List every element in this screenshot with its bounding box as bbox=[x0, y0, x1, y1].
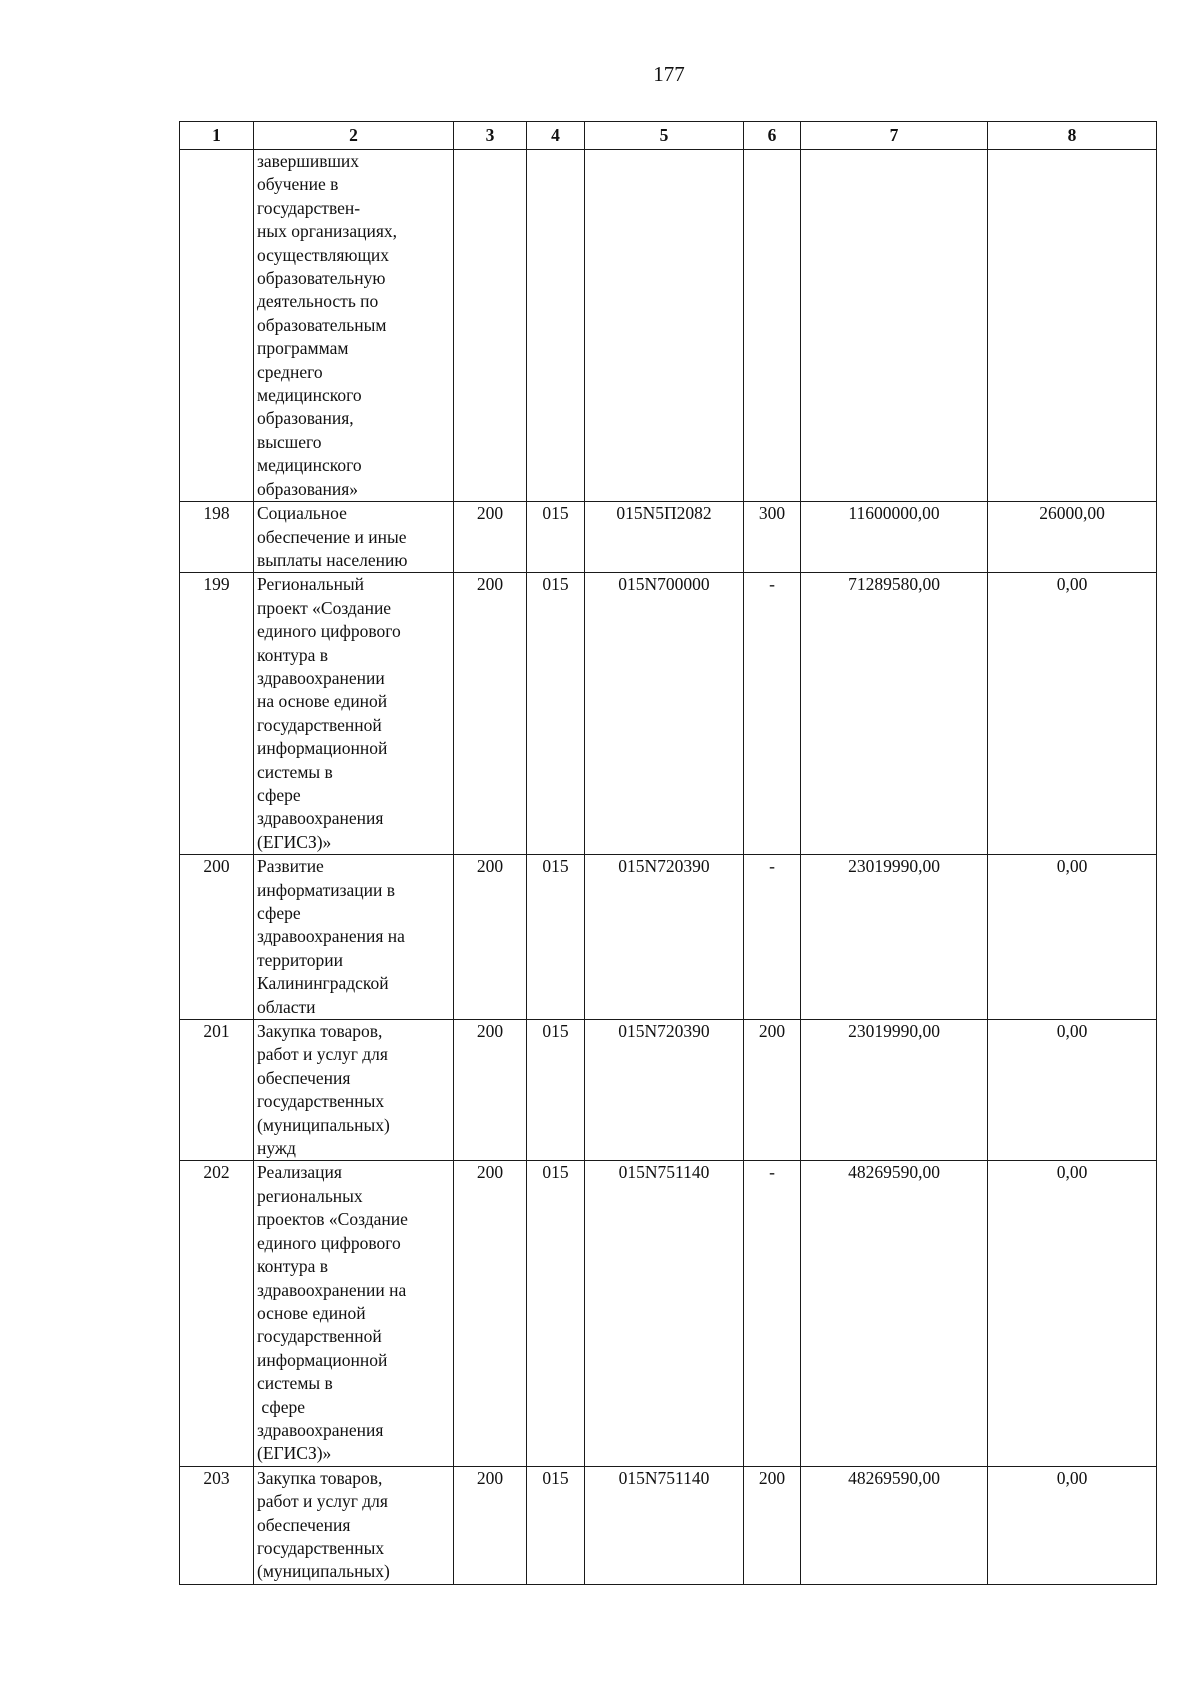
target-code-cell: 015N751140 bbox=[585, 1466, 744, 1584]
row-name-line: контура в bbox=[257, 644, 329, 665]
amount-cell bbox=[801, 150, 988, 502]
column-header: 4 bbox=[527, 122, 585, 150]
row-name-line: территории bbox=[257, 949, 343, 970]
row-name-line: системы в bbox=[257, 1373, 333, 1394]
row-number-cell: 203 bbox=[180, 1466, 254, 1584]
expense-type-cell: 200 bbox=[744, 1020, 801, 1161]
amount-secondary-cell: 0,00 bbox=[988, 855, 1157, 1020]
subsection-code-cell: 015 bbox=[527, 502, 585, 573]
row-name-line: здравоохранении на bbox=[257, 1279, 407, 1300]
row-number-cell: 200 bbox=[180, 855, 254, 1020]
row-name-line: сфере bbox=[257, 784, 301, 805]
amount-cell: 23019990,00 bbox=[801, 1020, 988, 1161]
section-code-cell bbox=[454, 150, 527, 502]
target-code-cell: 015N700000 bbox=[585, 573, 744, 855]
row-name-line: Региональный bbox=[257, 574, 365, 595]
row-number-cell: 199 bbox=[180, 573, 254, 855]
row-number-cell bbox=[180, 150, 254, 502]
row-name-line: работ и услуг для bbox=[257, 1044, 388, 1065]
row-name-line: государственной bbox=[257, 714, 382, 735]
row-name-line: здравоохранения bbox=[257, 808, 384, 829]
row-name-line: обучение в bbox=[257, 174, 339, 195]
row-name-line: сфере bbox=[257, 903, 301, 923]
table-row bbox=[180, 1020, 1157, 1161]
amount-cell: 48269590,00 bbox=[801, 1161, 988, 1466]
row-name-line: завершивших bbox=[257, 151, 360, 171]
row-name-line: медицинского bbox=[257, 385, 362, 406]
row-name-line: информационной bbox=[257, 1349, 388, 1370]
row-name-line: выплаты населению bbox=[257, 549, 408, 570]
row-name-line: Социальное bbox=[257, 503, 347, 524]
row-name-line: среднего bbox=[257, 361, 323, 382]
section-code-cell: 200 bbox=[454, 1161, 527, 1466]
budget-table bbox=[179, 121, 1157, 1585]
subsection-code-cell: 015 bbox=[527, 1020, 585, 1161]
table-row bbox=[180, 1466, 1157, 1584]
expense-type-cell: 200 bbox=[744, 1466, 801, 1584]
amount-cell: 23019990,00 bbox=[801, 855, 988, 1020]
row-name-line: здравоохранения bbox=[257, 1419, 384, 1440]
row-name-line: (муниципальных) bbox=[257, 1114, 390, 1135]
row-name-line: обеспечения bbox=[257, 1514, 351, 1535]
row-name-line: работ и услуг для bbox=[257, 1491, 388, 1512]
row-name-line: здравоохранения на bbox=[257, 926, 405, 947]
row-name-line: Закупка товаров, bbox=[257, 1467, 383, 1488]
expense-type-cell: - bbox=[744, 1161, 801, 1466]
section-code-cell: 200 bbox=[454, 1466, 527, 1584]
row-name-line: системы в bbox=[257, 761, 333, 782]
amount-secondary-cell: 0,00 bbox=[988, 1020, 1157, 1161]
section-code-cell: 200 bbox=[454, 502, 527, 573]
amount-cell: 48269590,00 bbox=[801, 1466, 988, 1584]
row-name-line: здравоохранении bbox=[257, 667, 385, 688]
row-name-line: на основе единой bbox=[257, 691, 388, 712]
target-code-cell: 015N751140 bbox=[585, 1161, 744, 1466]
row-name-line: государственных bbox=[257, 1537, 385, 1558]
row-name-line: основе единой bbox=[257, 1302, 366, 1323]
row-name-line: информатизации в bbox=[257, 879, 396, 900]
row-name-line: Реализация bbox=[257, 1162, 342, 1183]
section-code-cell: 200 bbox=[454, 1020, 527, 1161]
subsection-code-cell bbox=[527, 150, 585, 502]
target-code-cell: 015N720390 bbox=[585, 1020, 744, 1161]
row-name-line: медицинского bbox=[257, 455, 362, 476]
row-name-line: образования, bbox=[257, 408, 354, 429]
row-name-line: контура в bbox=[257, 1256, 329, 1277]
row-name-line: информационной bbox=[257, 738, 388, 759]
amount-secondary-cell bbox=[988, 150, 1157, 502]
row-name-cell bbox=[254, 1020, 454, 1161]
amount-secondary-cell: 0,00 bbox=[988, 1161, 1157, 1466]
row-name-line: единого цифрового bbox=[257, 621, 401, 642]
row-name-line: области bbox=[257, 996, 316, 1017]
row-name-line: Развитие bbox=[257, 856, 324, 877]
column-header: 1 bbox=[180, 122, 254, 150]
subsection-code-cell: 015 bbox=[527, 1466, 585, 1584]
row-name-line: ных организациях, bbox=[257, 221, 398, 242]
table-row bbox=[180, 150, 1157, 502]
column-header: 5 bbox=[585, 122, 744, 150]
table-header-row bbox=[180, 122, 1157, 150]
row-name-line: сфере bbox=[257, 1396, 305, 1417]
row-name-line: (муниципальных) bbox=[257, 1561, 390, 1582]
row-name-line: осуществляющих bbox=[257, 244, 390, 265]
section-code-cell: 200 bbox=[454, 855, 527, 1020]
amount-cell: 71289580,00 bbox=[801, 573, 988, 855]
row-name-line: государствен- bbox=[257, 197, 361, 218]
row-number-cell: 201 bbox=[180, 1020, 254, 1161]
section-code-cell: 200 bbox=[454, 573, 527, 855]
row-name-line: (ЕГИСЗ)» bbox=[257, 831, 332, 852]
target-code-cell: 015N720390 bbox=[585, 855, 744, 1020]
row-name-line: деятельность по bbox=[257, 291, 379, 312]
amount-secondary-cell: 0,00 bbox=[988, 573, 1157, 855]
row-name-line: единого цифрового bbox=[257, 1232, 401, 1253]
row-name-cell bbox=[254, 573, 454, 855]
row-name-line: государственных bbox=[257, 1091, 385, 1112]
subsection-code-cell: 015 bbox=[527, 1161, 585, 1466]
row-name-cell bbox=[254, 150, 454, 502]
table-row bbox=[180, 855, 1157, 1020]
row-name-cell bbox=[254, 1466, 454, 1584]
row-name-line: обеспечение и иные bbox=[257, 526, 407, 547]
row-name-line: Закупка товаров, bbox=[257, 1021, 383, 1042]
row-name-line: программам bbox=[257, 338, 349, 359]
column-header: 7 bbox=[801, 122, 988, 150]
row-name-line: проект «Создание bbox=[257, 597, 392, 618]
row-name-line: Калининградской bbox=[257, 973, 389, 994]
row-name-line: проектов «Создание bbox=[257, 1209, 408, 1230]
row-name-line: региональных bbox=[257, 1185, 363, 1206]
column-header: 3 bbox=[454, 122, 527, 150]
row-name-line: образования» bbox=[257, 478, 359, 499]
amount-cell: 11600000,00 bbox=[801, 502, 988, 573]
row-name-line: образовательную bbox=[257, 268, 386, 289]
expense-type-cell: - bbox=[744, 855, 801, 1020]
row-name-line: образовательным bbox=[257, 314, 387, 335]
target-code-cell bbox=[585, 150, 744, 502]
column-header: 8 bbox=[988, 122, 1157, 150]
row-number-cell: 202 bbox=[180, 1161, 254, 1466]
amount-secondary-cell: 0,00 bbox=[988, 1466, 1157, 1584]
row-number-cell: 198 bbox=[180, 502, 254, 573]
row-name-line: обеспечения bbox=[257, 1067, 351, 1088]
row-name-line: нужд bbox=[257, 1138, 296, 1159]
table-row bbox=[180, 502, 1157, 573]
page-number: 177 bbox=[653, 62, 685, 86]
expense-type-cell: 300 bbox=[744, 502, 801, 573]
column-header: 6 bbox=[744, 122, 801, 150]
row-name-cell bbox=[254, 1161, 454, 1466]
row-name-cell bbox=[254, 502, 454, 573]
subsection-code-cell: 015 bbox=[527, 855, 585, 1020]
amount-secondary-cell: 26000,00 bbox=[988, 502, 1157, 573]
column-header: 2 bbox=[254, 122, 454, 150]
table-row bbox=[180, 573, 1157, 855]
row-name-line: (ЕГИСЗ)» bbox=[257, 1443, 332, 1464]
expense-type-cell bbox=[744, 150, 801, 502]
row-name-line: государственной bbox=[257, 1326, 382, 1347]
row-name-cell bbox=[254, 855, 454, 1020]
expense-type-cell: - bbox=[744, 573, 801, 855]
row-name-line: высшего bbox=[257, 431, 322, 452]
target-code-cell: 015N5П2082 bbox=[585, 502, 744, 573]
table-body bbox=[180, 150, 1157, 1585]
table-row bbox=[180, 1161, 1157, 1466]
subsection-code-cell: 015 bbox=[527, 573, 585, 855]
